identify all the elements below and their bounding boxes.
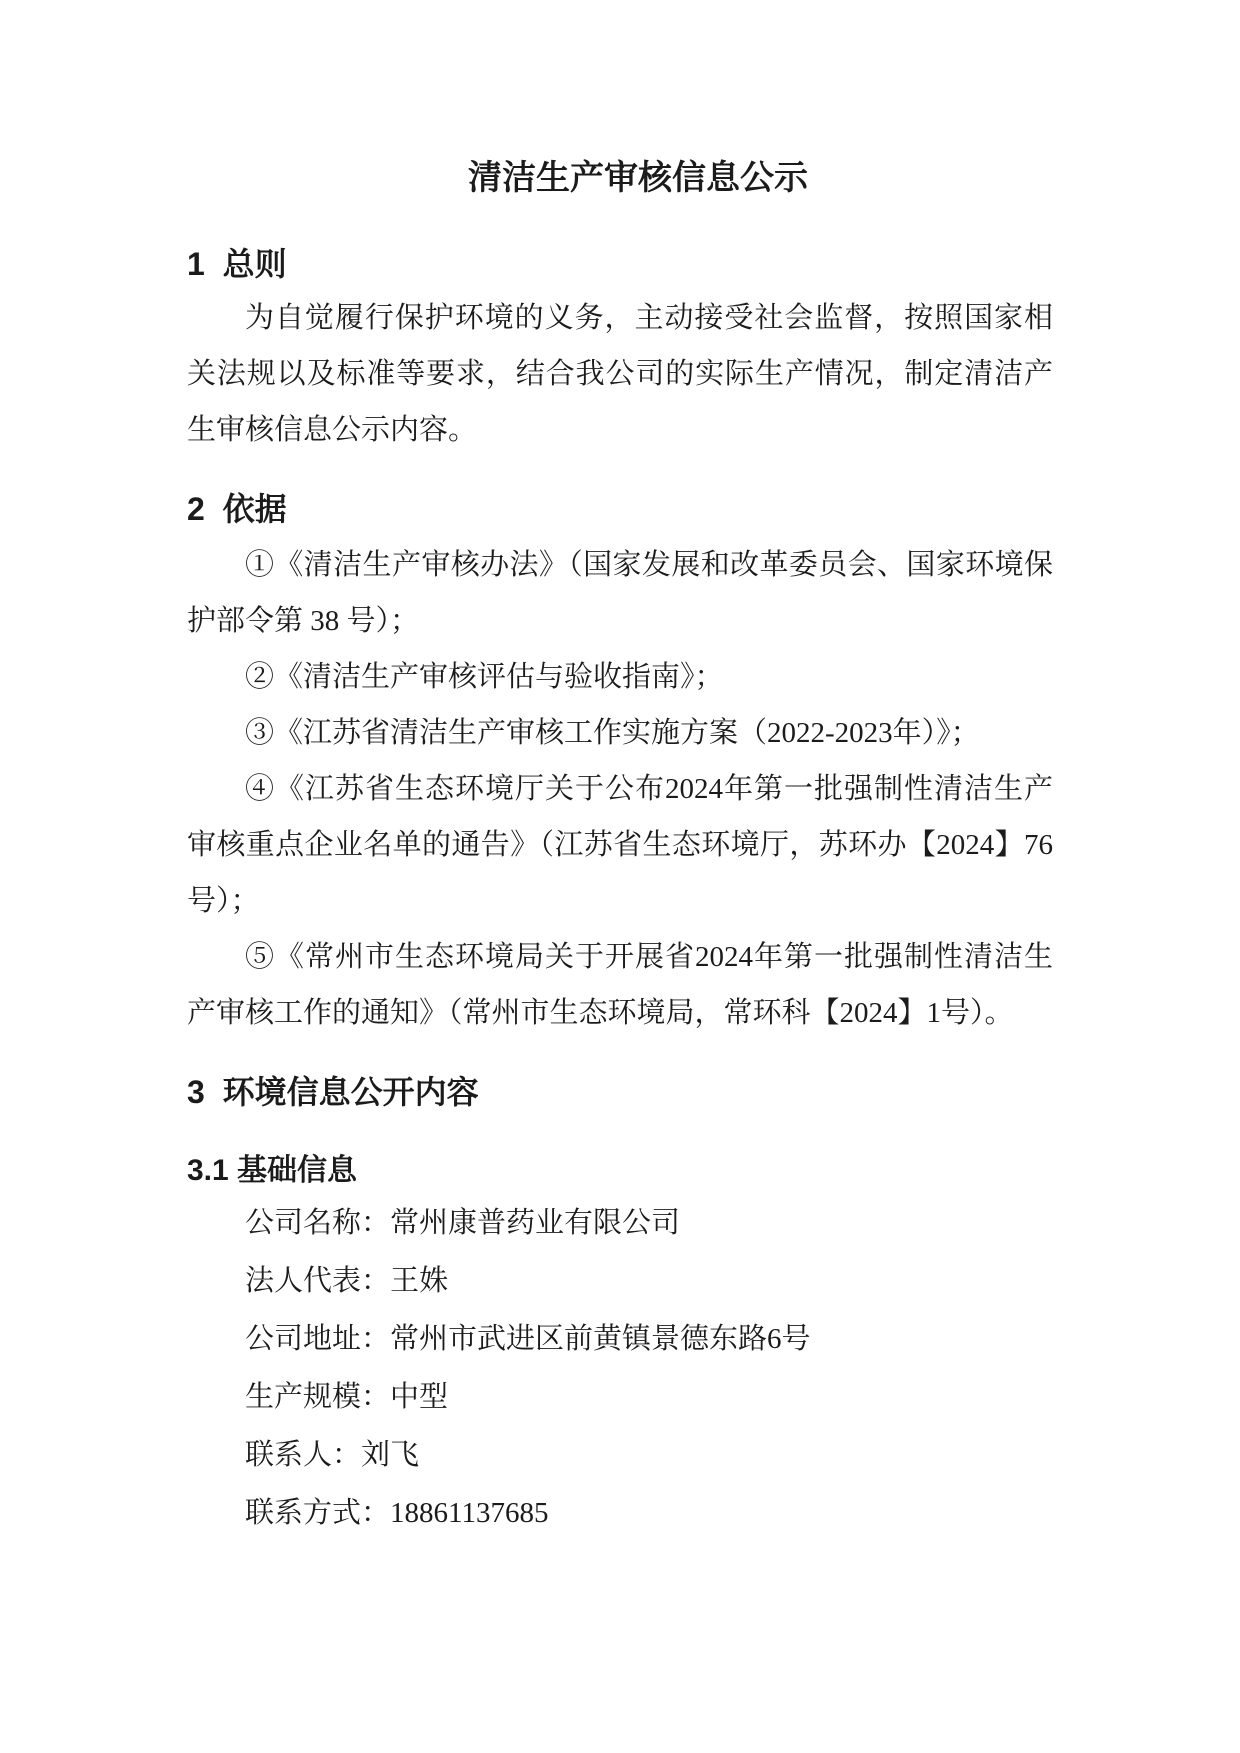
info-field-company-name (187, 1194, 1053, 1252)
legal-basis-item-5: ⑤《常州市生态环境局关于开展省2024年第一批强制性清洁生产审核工作的通知》（常州市生态环境局，常环科【2024】1号）。 (187, 941, 1053, 1029)
field-label: 公司地址： (245, 1323, 391, 1355)
info-field-production-scale (187, 1368, 1053, 1426)
field-label: 联系人： (245, 1439, 362, 1471)
field-value: 18861137685 (390, 1497, 549, 1529)
section-3-heading: 3 环境信息公开内容 (187, 1074, 479, 1110)
legal-basis-item-1: ①《清洁生产审核办法》（国家发展和改革委员会、国家环境保护部令第 38 号）； (187, 549, 1053, 637)
info-field-contact-person (187, 1426, 1053, 1484)
field-label: 公司名称： (245, 1207, 391, 1239)
field-label: 联系方式： (245, 1497, 391, 1529)
section-1-heading: 1 总则 (187, 246, 287, 282)
document-title: 清洁生产审核信息公示 (468, 159, 808, 197)
field-label: 生产规模： (245, 1381, 391, 1413)
section-3-1-heading: 3.1 基础信息 (187, 1154, 358, 1187)
field-value: 中型 (390, 1381, 449, 1413)
field-value: 常州康普药业有限公司 (390, 1207, 681, 1239)
info-field-contact-phone (187, 1484, 1053, 1542)
section-2-heading: 2 依据 (187, 491, 287, 527)
field-value: 王姝 (390, 1265, 449, 1297)
field-value: 常州市武进区前黄镇景德东路6号 (390, 1323, 811, 1355)
field-label: 法人代表： (245, 1265, 391, 1297)
legal-basis-item-4: ④《江苏省生态环境厅关于公布2024年第一批强制性清洁生产审核重点企业名单的通告》（江苏省生态环境厅，苏环办【2024】76 号）； (187, 773, 1053, 917)
section-1-paragraph: 为自觉履行保护环境的义务，主动接受社会监督，按照国家相关法规以及标准等要求，结合我公司的实际生产情况，制定清洁产生审核信息公示内容。 (187, 302, 1053, 446)
info-field-company-address (187, 1310, 1053, 1368)
field-value: 刘飞 (361, 1439, 420, 1471)
legal-basis-item-2: ②《清洁生产审核评估与验收指南》； (245, 661, 724, 693)
info-field-legal-representative (187, 1252, 1053, 1310)
legal-basis-item-3: ③《江苏省清洁生产审核工作实施方案（2022-2023年）》； (245, 717, 980, 749)
